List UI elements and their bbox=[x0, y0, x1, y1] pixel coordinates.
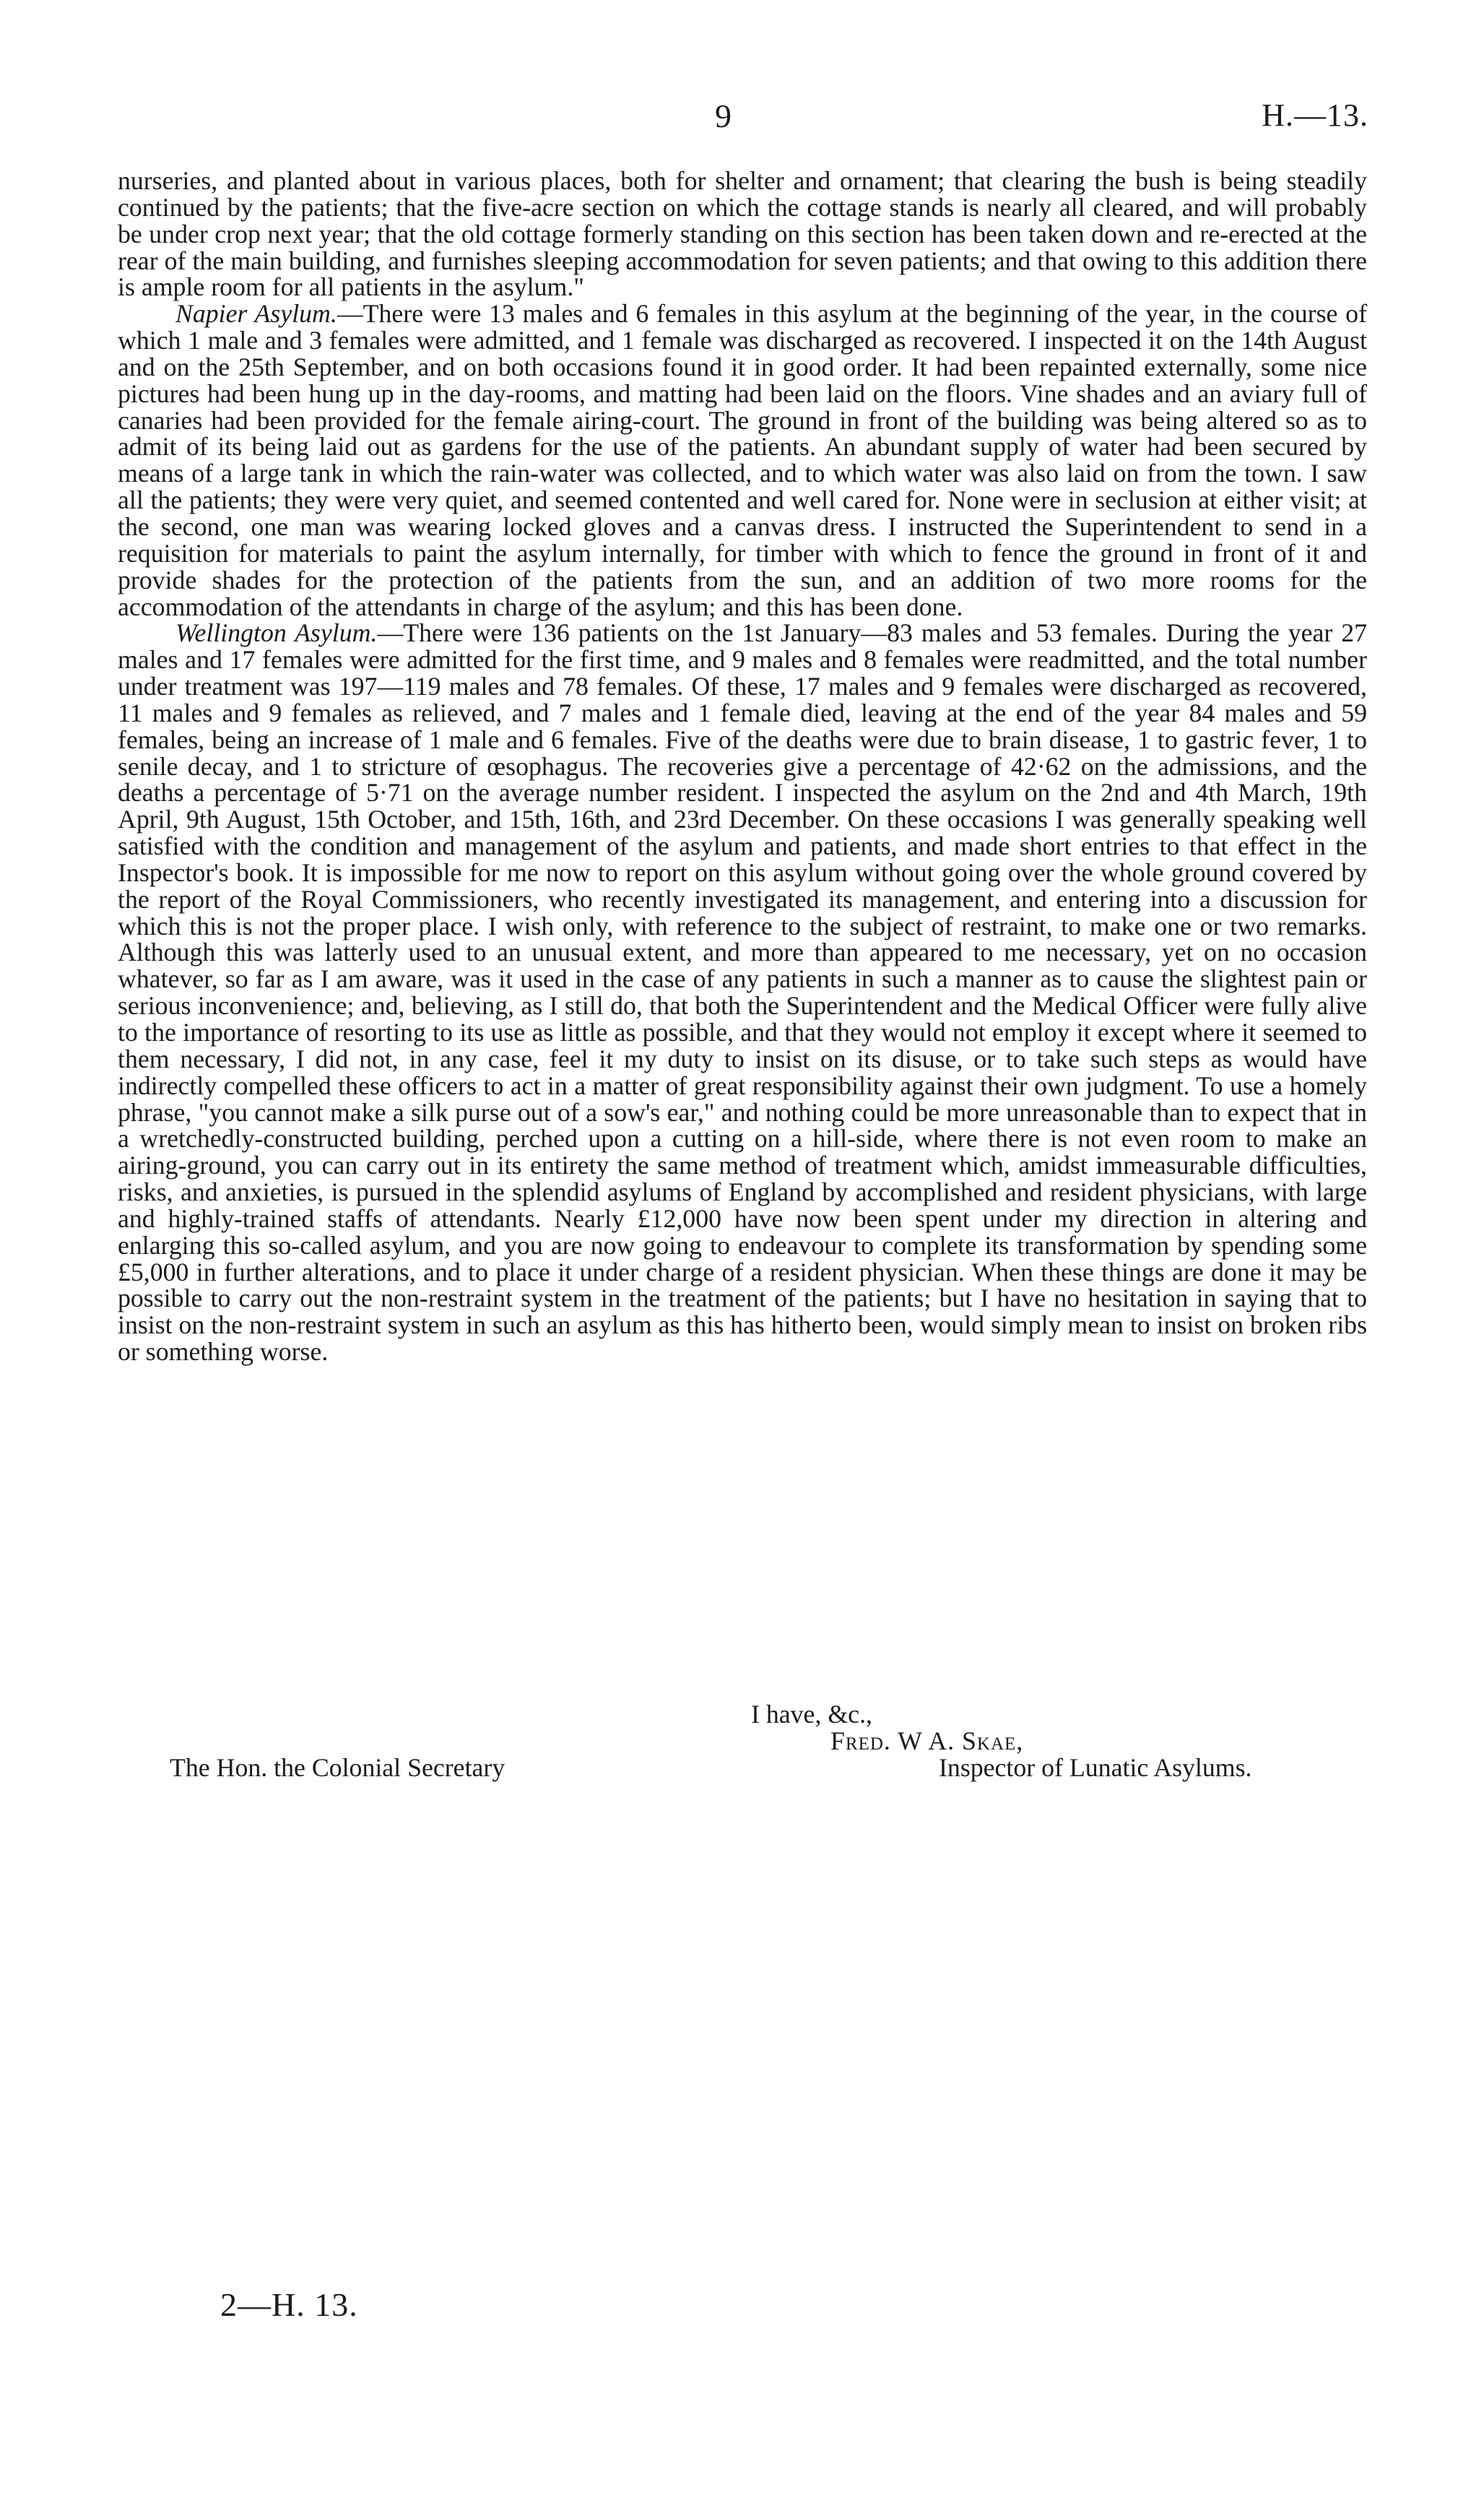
closing-salutation: I have, &c., bbox=[751, 1700, 872, 1729]
signer-title: Inspector of Lunatic Asylums. bbox=[939, 1753, 1252, 1782]
napier-asylum-heading: Napier Asylum. bbox=[175, 299, 337, 329]
paragraph-wellington-asylum bbox=[118, 620, 1367, 1365]
addressee: The Hon. the Colonial Secretary bbox=[170, 1753, 505, 1782]
paragraph-napier-asylum bbox=[118, 300, 1367, 620]
paragraph-continuation: nurseries, and planted about in various places, both for shelter and ornament; that clearing the bush is being steadily continued by the patients; that the five-acre section on which the cottage stands is nearly all cleared, and will probably be under crop next year; that the old cottage formerly standing on this section has been taken down and re-erected at the rear of the main building, and furnishes sleeping accommodation for seven patients; and that owing to this addition there is ample room for all patients in the asylum." bbox=[118, 166, 1367, 302]
wellington-asylum-text: —There were 136 patients on the 1st January—83 males and 53 females. During the year 27 males and 17 females were admitted for the first time, and 9 males and 8 females were readmitted, and the total number under treatment was 197—119 males and 78 females. Of these, 17 males and 9 females were discharged as recovered, 11 males and 9 females as relieved, and 7 males and 1 female died, leaving at the end of the year 84 males and 59 females, being an increase of 1 male and 6 females. Five of the deaths were due to brain disease, 1 to gastric fever, 1 to senile decay, and 1 to stricture of œsophagus. The recoveries give a percentage of 42·62 on the admissions, and the deaths a percentage of 5·71 on the average number resident. I inspected the asylum on the 2nd and 4th March, 19th April, 9th August, 15th October, and 15th, 16th, and 23rd December. On these occasions I was generally speaking well satisfied with the condition and management of the asylum and patients, and made short entries to that effect in the Inspector's book. It is impossible for me now to report on this asylum without going over the whole ground covered by the report of the Royal Commissioners, who recently investigated its management, and entering into a discussion for which this is not the proper place. I wish only, with reference to the subject of restraint, to make one or two remarks. Although this was latterly used to an unusual extent, and more than appeared to me necessary, yet on no occasion whatever, so far as I am aware, was it used in the case of any patients in such a manner as to cause the slightest pain or serious inconvenience; and, believing, as I still do, that both the Superintendent and the Medical Officer were fully alive to the importance of resorting to its use as little as possible, and that they would not employ it except where it seemed to them necessary, I did not, in any case, feel it my duty to insist on its disuse, or to take such steps as would have indirectly compelled these officers to act in a matter of great responsibility against their own judgment. To use a homely phrase, "you cannot make a silk purse out of a sow's ear," and nothing could be more unreasonable than to expect that in a wretchedly-constructed building, perched upon a cutting on a hill-side, where there is not even room to make an airing-ground, you can carry out in its entirety the same method of treatment which, amidst immeasurable difficulties, risks, and anxieties, is pursued in the splendid asylums of England by accomplished and resident physicians, with large and highly-trained staffs of attendants. Nearly £12,000 have now been spent under my direction in altering and enlarging this so-called asylum, and you are now going to endeavour to complete its transformation by spending some £5,000 in further alterations, and to place it under charge of a resident physician. When these things are done it may be possible to carry out the non-restraint system in the treatment of the patients; but I have no hesitation in saying that to insist on the non-restraint system in such an asylum as this has hitherto been, would simply mean to insist on broken ribs or something worse. bbox=[118, 618, 1367, 1367]
page-number: 9 bbox=[715, 98, 732, 134]
series-reference: H.—13. bbox=[1262, 98, 1368, 133]
napier-asylum-text: —There were 13 males and 6 females in this asylum at the beginning of the year, in the course of which 1 male and 3 females were admitted, and 1 female was discharged as recovered. I inspected it on the 14th August and on the 25th September, and on both occasions found it in good order. It had been repainted externally, some nice pictures had been hung up in the day-rooms, and matting had been laid on the floors. Vine shades and an aviary full of canaries had been provided for the female airing-court. The ground in front of the building was being altered so as to admit of its being laid out as gardens for the use of the patients. An abundant supply of water had been secured by means of a large tank in which the rain-water was collected, and to which water was also laid on from the town. I saw all the patients; they were very quiet, and seemed contented and well cared for. None were in seclusion at either visit; at the second, one man was wearing locked gloves and a canvas dress. I instructed the Superintendent to send in a requisition for materials to paint the asylum internally, for timber with which to fence the ground in front of it and provide shades for the protection of the patients from the sun, and an addition of two more rooms for the accommodation of the attendants in charge of the asylum; and this has been done. bbox=[118, 299, 1367, 621]
sheet-reference: 2—H. 13. bbox=[220, 2286, 358, 2323]
report-body bbox=[118, 168, 1367, 1365]
wellington-asylum-heading: Wellington Asylum. bbox=[175, 618, 378, 648]
signer-name: Fred. W A. Skae, bbox=[830, 1726, 1024, 1755]
